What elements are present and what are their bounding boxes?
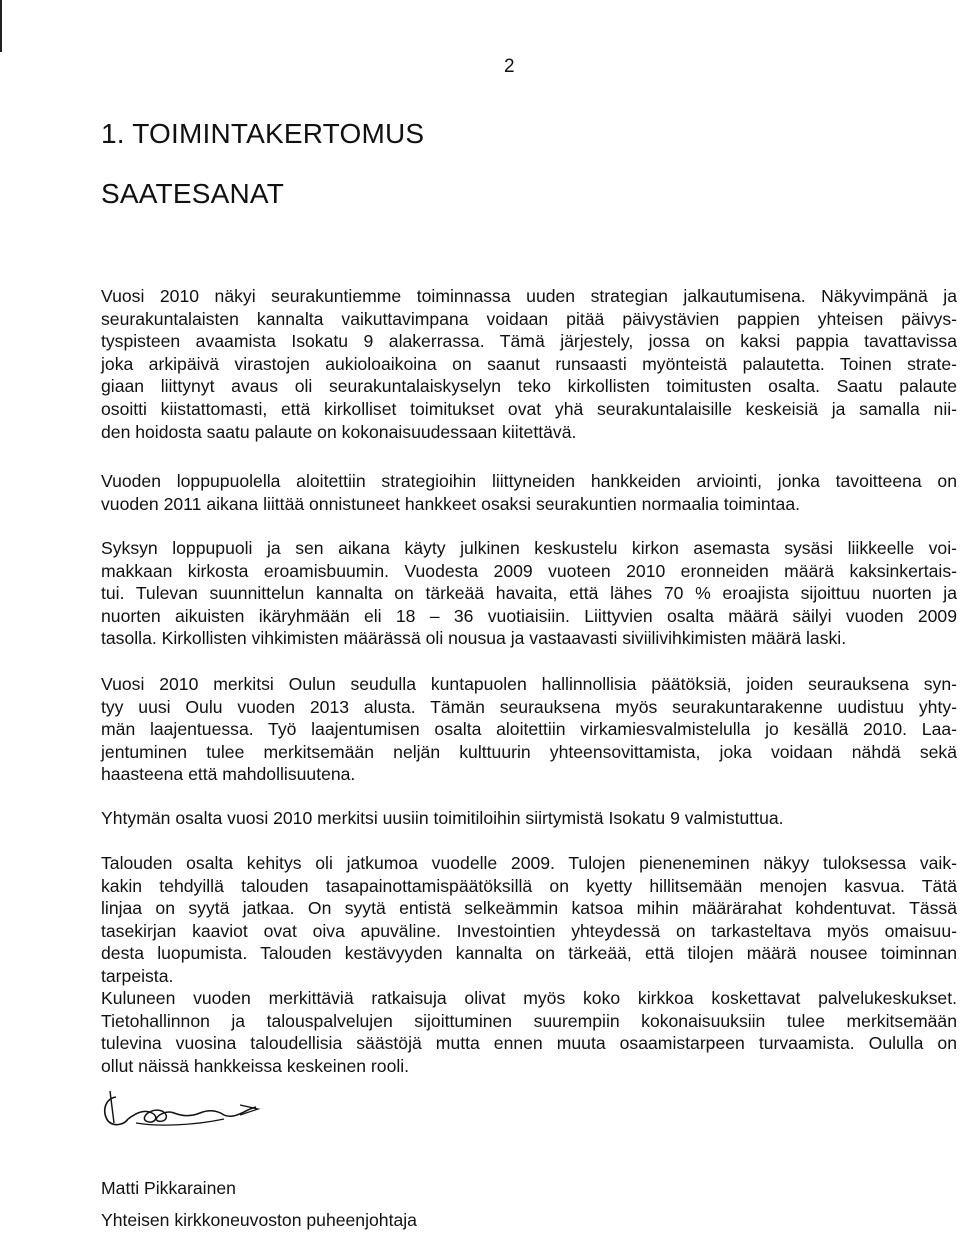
subsection-heading: SAATESANAT — [101, 178, 285, 209]
body-paragraph — [101, 987, 957, 1077]
paragraph-line: osoitti kiistattomasti, että kirkolliset toimitukset ovat yhä seurakuntalaisille keskeisiä ja samalla nii- — [101, 398, 957, 419]
paragraph-line: Vuosi 2010 merkitsi Oulun seudulla kuntapuolen hallinnollisia päätöksiä, joiden seurauksena syn- — [101, 674, 957, 694]
paragraph-line: desta luopumista. Talouden kestävyyden kannalta on tärkeää, että tilojen määrä nousee toiminnan — [101, 943, 957, 964]
paragraph-line: haasteena että mahdollisuutena. — [101, 764, 356, 785]
paragraph-line: tyspisteen avaamista Isokatu 9 alakerrassa. Tämä järjestely, jossa on kaksi pappia tavattavissa — [101, 331, 957, 352]
page-edge-mark — [0, 0, 2, 52]
paragraph-line: nuorten aikuisten ikäryhmään eli 18 – 36 vuotiaisiin. Liittyvien osalta määrä säilyi vuoden 2009 — [101, 605, 957, 626]
page-number: 2 — [504, 56, 515, 77]
paragraph-line: Syksyn loppupuoli ja sen aikana käyty julkinen keskustelu kirkon asemasta sysäsi liikkeelle voi- — [101, 538, 957, 558]
paragraph-line: linjaa on syytä jatkaa. On syytä entistä selkeämmin katsoa mihin määrärahat kohdentuvat. Tässä — [101, 898, 957, 919]
body-paragraph — [101, 470, 957, 515]
body-paragraph — [101, 852, 957, 988]
paragraph-line: ollut näissä hankkeissa keskeinen rooli. — [101, 1055, 410, 1076]
paragraph-line: Vuosi 2010 näkyi seurakuntiemme toiminnassa uuden strategian jalkautumisena. Näkyvimpänä ja — [101, 286, 957, 306]
handwritten-signature — [100, 1083, 270, 1143]
body-paragraph — [101, 673, 957, 786]
paragraph-line: makkaan kirkosta eroamisbuumin. Vuodesta 2009 vuoteen 2010 eronneiden määrä kaksinkertais- — [101, 560, 957, 581]
paragraph-line: seurakuntalaisten kannalta vaikuttavimpana voidaan pitää päivystävien pappien yhteisen päivys- — [101, 308, 957, 329]
paragraph-line: tulevina vuosina taloudellisia säästöjä mutta ennen muuta osaamistarpeen turvaamista. Oululla on — [101, 1033, 957, 1054]
section-heading: 1. TOIMINTAKERTOMUS — [101, 118, 425, 149]
paragraph-line: den hoidosta saatu palaute on kokonaisuudessaan kiitettävä. — [101, 421, 577, 442]
paragraph-line: joka arkipäivä virastojen aukioloaikoina on saanut runsaasti myönteistä palautetta. Toinen strate- — [101, 353, 957, 374]
signer-title: Yhteisen kirkkoneuvoston puheenjohtaja — [101, 1210, 417, 1230]
paragraph-line: män laajentuessa. Työ laajentumisen osalta aloitettiin virkamiesvalmistelulla jo kesällä 2010. Laa- — [101, 719, 957, 740]
paragraph-line: Kuluneen vuoden merkittäviä ratkaisuja olivat myös koko kirkkoa koskettavat palvelukeskukset. — [101, 988, 957, 1008]
paragraph-line: vuoden 2011 aikana liittää onnistuneet hankkeet osaksi seurakuntien normaalia toimintaa. — [101, 493, 800, 514]
paragraph-line: tasekirjan kaaviot ovat oiva apuväline. Investointien yhteydessä on tarkasteltava myös omaisuu- — [101, 920, 957, 941]
signer-name: Matti Pikkarainen — [101, 1178, 236, 1198]
paragraph-line: Yhtymän osalta vuosi 2010 merkitsi uusiin toimitiloihin siirtymistä Isokatu 9 valmistuttua. — [101, 808, 784, 828]
paragraph-line: jentuminen tulee merkitsemään neljän kulttuurin yhteensovittamista, joka voidaan nähdä sekä — [101, 741, 957, 762]
body-paragraph — [101, 285, 957, 443]
paragraph-line: tasolla. Kirkollisten vihkimisten määrässä oli nousua ja vastaavasti siviilivihkimisten määrä laski. — [101, 628, 847, 649]
paragraph-line: tui. Tulevan suunnittelun kannalta on tärkeää havaita, että lähes 70 % eroajista sijoittuu nuorten ja — [101, 583, 957, 604]
paragraph-line: Tietohallinnon ja talouspalvelujen sijoittuminen suurempiin kokonaisuuksiin tulee merkitsemään — [101, 1010, 957, 1031]
paragraph-line: tarpeista. — [101, 965, 174, 986]
paragraph-line: kakin tehdyillä talouden tasapainottamispäätöksillä on kyetty hillitsemään menojen kasvua. Tätä — [101, 875, 957, 896]
body-paragraph — [101, 537, 957, 650]
body-paragraph — [101, 807, 957, 830]
paragraph-line: Talouden osalta kehitys oli jatkumoa vuodelle 2009. Tulojen pieneneminen näkyy tuloksessa vaik- — [101, 853, 957, 873]
paragraph-line: Vuoden loppupuolella aloitettiin strategioihin liittyneiden hankkeiden arviointi, jonka tavoitteena on — [101, 471, 957, 491]
paragraph-line: tyy uusi Oulu vuoden 2013 alusta. Tämän seurauksena myös seurakuntarakenne uudistuu yhty- — [101, 696, 957, 717]
paragraph-line: giaan liittynyt avaus oli seurakuntalaiskyselyn teko kirkollisten toimitusten osalta. Saatu palaute — [101, 376, 957, 397]
